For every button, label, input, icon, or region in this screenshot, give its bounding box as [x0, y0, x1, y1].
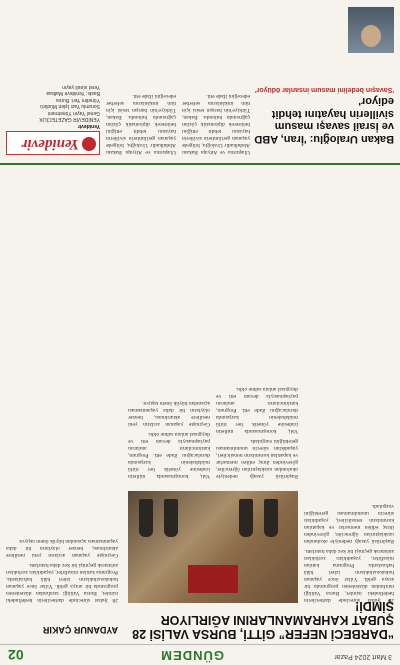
photo-person	[239, 499, 253, 537]
secondary-column-2	[106, 5, 176, 155]
page-number: 02	[8, 647, 24, 663]
article-paragraph: 28 Şubat sürecinde darbecilerin hedefindeki isimler, Bursa Valiliği tarafından düzenlenen programda bir araya geldi. Yıllar önce yaşanan hukuksuzlukların izleri hâlâ hafızalarda. Programa katılan misafirler, yaşadıkları zorlukları anlatarak geçmişi bir kez daha hatırlattı.	[6, 562, 118, 603]
main-headline: “DARBECİ NEFER” GİTTİ, BURSA VALİSİ 28 ŞUBAT KAHRAMANLARINI AĞIRLIYOR ŞİMDİ!	[132, 599, 394, 641]
impressum-line: YENİDEVİR GAZETECİLİK	[39, 116, 100, 123]
article-paragraph: 28 Şubat sürecinde darbecilerin hedefindeki isimler, Bursa Valiliği tarafından düzenlenen programda bir araya geldi. Yıllar önce yaşanan hukuksuzlukların izleri hâlâ hafızalarda. Programa katılan misafirler, yaşadıkları zorlukları anlatarak geçmişi bir kez daha hatırlattı.	[304, 548, 394, 603]
article-paragraph: Vali, konuşmasında milletin iradesine yönelik her türlü müdahalenin karşısında durulacağını ifade etti. Program, katılımcıların anılarını paylaşmasıyla devam etti ve duygusal anlara sahne oldu.	[216, 386, 298, 434]
article-column-1	[304, 173, 394, 603]
article-paragraph: Başörtüsü yasağı nedeniyle okulundan uzaklaştırılan öğrenciler, görevinden ihraç edilen memurlar ve kapatılan kurumların temsilcileri, yaşadıkları sürecin unutulmaması gerektiğini vurguladı.	[304, 503, 394, 544]
impressum-line: Yerel süreli yayın	[62, 84, 100, 90]
secondary-paragraph: Ulaştırma ve Altyapı Bakanı Abdulkadir Uraloğlu, bölgede yaşanan gerilimlerin sivillerin hayatını tehdit ettiğini belirterek diplomatik çözüm çağrısında bulundu. Bakan, Türkiye'nin barışın tesisi için tüm imkânlarını seferber edeceğini ifade etti.	[182, 93, 250, 155]
secondary-headline: Bakan Uraloğlu: 'İran, ABD ve İsrail savaşı masum sivillerin hayatını tehdit ediyor'	[254, 95, 394, 145]
impressum-line: Yönetim Yeri: Bursa	[56, 97, 100, 103]
newspaper-logo	[6, 131, 100, 155]
logo-mark-icon	[82, 137, 96, 151]
byline: AYDANUR ÇAKIR	[42, 625, 118, 635]
impressum	[6, 9, 100, 129]
article-column-3	[128, 173, 210, 479]
logo-text: Yenidevir	[21, 136, 79, 152]
article-paragraph: Geçmişte yaşanan acıların yeni nesillere aktarılması, benzer olayların bir daha yaşanmaması açısından büyük önem taşıyor.	[128, 400, 210, 427]
section-divider	[0, 163, 400, 165]
article-column-2	[216, 173, 298, 479]
page-header	[0, 644, 400, 665]
secondary-paragraph: Ulaştırma ve Altyapı Bakanı Abdulkadir Uraloğlu, bölgede yaşanan gerilimlerin sivillerin hayatını tehdit ettiğini belirterek diplomatik çözüm çağrısında bulundu. Bakan, Türkiye'nin barışın tesisi için tüm imkânlarını seferber edeceğini ifade etti.	[106, 93, 176, 155]
photo-person	[164, 499, 178, 537]
main-photo	[128, 491, 298, 603]
section-title: GÜNDEM	[160, 648, 224, 663]
impressum-line: Genel Yayın Yönetmeni	[47, 110, 100, 116]
article-column-4	[6, 173, 118, 603]
issue-date: 3 Mart 2024 Pazar	[334, 653, 392, 660]
impressum-line: Baskı: Yenidevir Matbaa	[46, 90, 100, 97]
secondary-column-1	[182, 5, 250, 155]
article-paragraph: Geçmişte yaşanan acıların yeni nesillere aktarılması, benzer olayların bir daha yaşanmaması açısından büyük önem taşıyor.	[6, 538, 118, 558]
minister-portrait	[348, 7, 394, 53]
photo-person	[264, 499, 278, 537]
secondary-highlight: 'Savaşın bedelini masum insanlar ödüyor'	[254, 86, 394, 93]
article-paragraph: Başörtüsü yasağı nedeniyle okulundan uzaklaştırılan öğrenciler, görevinden ihraç edilen memurlar ve kapatılan kurumların temsilcileri, yaşadıkları sürecin unutulmaması gerektiğini vurguladı.	[216, 438, 298, 479]
impressum-title: Yenidevir	[77, 123, 100, 129]
photo-person	[139, 499, 153, 537]
photo-banner	[188, 565, 238, 593]
article-paragraph: Vali, konuşmasında milletin iradesine yönelik her türlü müdahalenin karşısında durulacağını ifade etti. Program, katılımcıların anılarını paylaşmasıyla devam etti ve duygusal anlara sahne oldu.	[128, 431, 210, 479]
impressum-line: Sorumlu Yazı İşleri Müdürü	[40, 103, 100, 110]
